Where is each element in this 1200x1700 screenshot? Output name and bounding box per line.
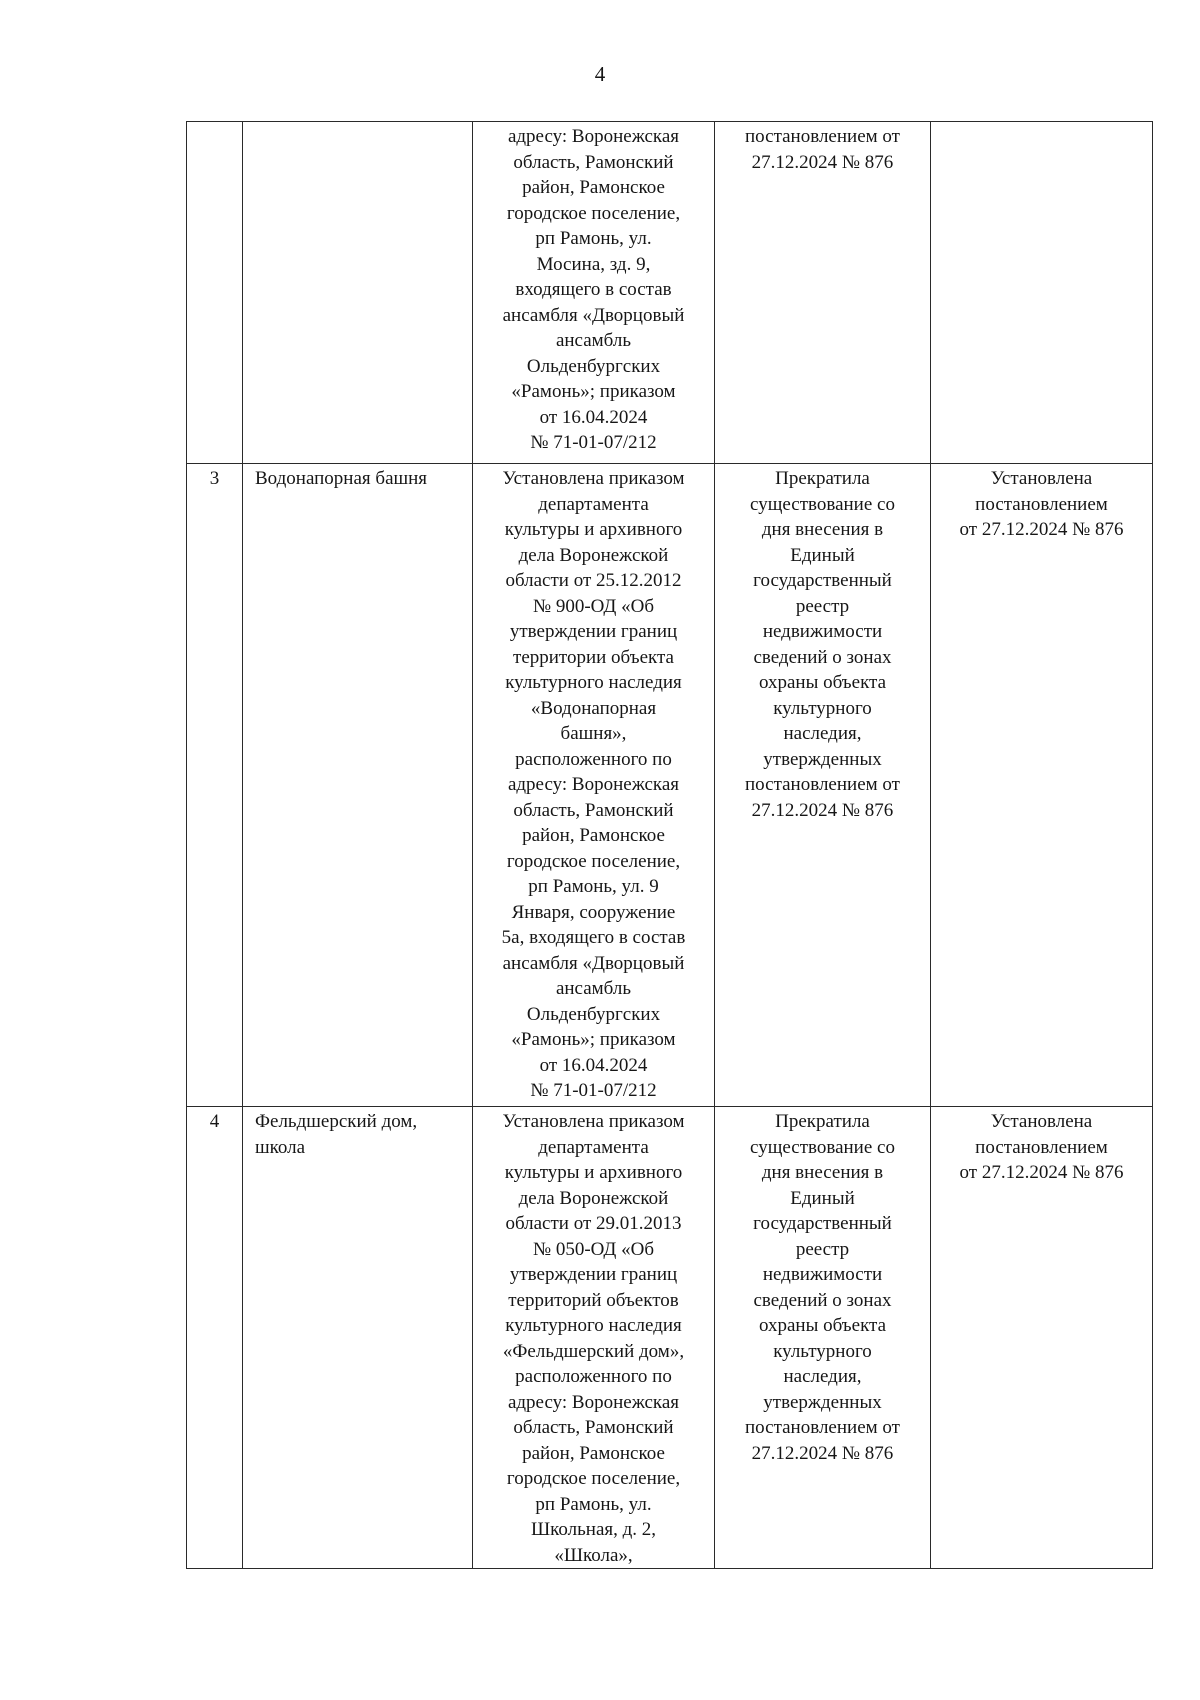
cell-text-line: наследия, bbox=[783, 1366, 862, 1387]
cell-text-line: реестр bbox=[795, 595, 850, 617]
basis-cell bbox=[473, 122, 715, 464]
cell-text-line: адресу: Воронежская bbox=[507, 1391, 680, 1413]
cell-text-line: 27.12.2024 № 876 bbox=[751, 1442, 894, 1464]
cell-text-line: ансамбль bbox=[555, 330, 632, 351]
cell-text-line: ансамбль bbox=[555, 978, 632, 999]
cell-text-line: «Школа», bbox=[554, 1544, 633, 1566]
cell-text-line: постановлением bbox=[975, 1136, 1108, 1158]
cell-text-line: 27.12.2024 № 876 bbox=[751, 799, 894, 821]
cell-text-line: постановлением bbox=[975, 493, 1108, 515]
heritage-zones-table bbox=[186, 121, 1153, 1569]
row-number-cell: 4 bbox=[187, 1107, 243, 1569]
cell-text-line: утвержденных bbox=[763, 1391, 882, 1413]
cell-text-line: области от 29.01.2013 bbox=[505, 1213, 682, 1234]
cell-text-line: Ольденбургских bbox=[526, 355, 661, 377]
cell-text-line: постановлением от bbox=[745, 774, 900, 795]
cell-text-line: дела Воронежской bbox=[518, 544, 669, 566]
cell-text-line: район, Рамонское bbox=[522, 1442, 665, 1464]
cell-text-line: городское поселение, bbox=[506, 850, 681, 872]
cell-text-line: район, Рамонское bbox=[522, 177, 665, 198]
cell-text-line: утвержденных bbox=[763, 748, 882, 770]
cell-text-line: недвижимости bbox=[762, 1264, 883, 1285]
cell-text-line: область, Рамонский bbox=[513, 799, 674, 821]
cell-text-line: от 16.04.2024 bbox=[539, 406, 648, 428]
cell-text-line: департамента bbox=[538, 493, 649, 515]
cell-text-line: Фельдшерский дом, bbox=[255, 1111, 418, 1132]
cell-text-line: Установлена bbox=[990, 468, 1093, 489]
object-name-cell bbox=[243, 122, 473, 464]
cell-text-line: департамента bbox=[538, 1136, 649, 1158]
cell-text-line: 27.12.2024 № 876 bbox=[751, 151, 894, 173]
status-cell bbox=[715, 1107, 931, 1569]
object-name-cell bbox=[243, 464, 473, 1107]
cell-text-line: дела Воронежской bbox=[518, 1187, 669, 1209]
cell-text-line: Прекратила bbox=[775, 1111, 870, 1132]
cell-text-line: охраны объекта bbox=[758, 672, 887, 693]
new-zone-cell bbox=[931, 1107, 1153, 1569]
cell-text-line: расположенного по bbox=[515, 1366, 672, 1387]
cell-text-line: дня внесения в bbox=[761, 519, 884, 540]
cell-text-line: № 900-ОД «Об bbox=[532, 595, 655, 617]
cell-text-line: государственный bbox=[753, 570, 892, 591]
cell-text-line: рп Рамонь, ул. bbox=[535, 228, 652, 249]
cell-text-line: от 27.12.2024 № 876 bbox=[959, 1162, 1124, 1183]
cell-text-line: постановлением от bbox=[745, 1417, 900, 1438]
status-cell bbox=[715, 122, 931, 464]
cell-text-line: «Водонапорная bbox=[530, 697, 657, 719]
cell-text-line: Ольденбургских bbox=[526, 1003, 661, 1025]
cell-text-line: недвижимости bbox=[762, 621, 883, 642]
cell-text-line: школа bbox=[255, 1136, 306, 1158]
cell-text-line: район, Рамонское bbox=[522, 825, 665, 846]
cell-text-line: область, Рамонский bbox=[513, 1417, 674, 1438]
cell-text-line: Установлена приказом bbox=[502, 1111, 685, 1132]
row-number-cell: 3 bbox=[187, 464, 243, 1107]
cell-text-line: башня», bbox=[560, 723, 627, 744]
cell-text-line: адресу: Воронежская bbox=[507, 126, 680, 147]
cell-text-line: рп Рамонь, ул. bbox=[535, 1493, 652, 1515]
cell-text-line: утверждении границ bbox=[509, 1264, 678, 1285]
cell-text-line: «Фельдшерский дом», bbox=[502, 1340, 685, 1362]
cell-text-line: адресу: Воронежская bbox=[507, 774, 680, 795]
cell-text-line: 5а, входящего в состав bbox=[501, 927, 686, 948]
cell-text-line: область, Рамонский bbox=[513, 151, 674, 173]
cell-text-line: Школьная, д. 2, bbox=[530, 1519, 657, 1540]
cell-text-line: Января, сооружение bbox=[511, 901, 676, 923]
table-row bbox=[187, 1107, 1153, 1569]
cell-text-line: № 71-01-07/212 bbox=[530, 432, 657, 453]
cell-text-line: территории объекта bbox=[513, 646, 674, 668]
cell-text-line: утверждении границ bbox=[509, 621, 678, 642]
cell-text-line: существование со bbox=[750, 1136, 895, 1158]
cell-text-line: «Рамонь»; приказом bbox=[511, 381, 676, 402]
new-zone-cell bbox=[931, 464, 1153, 1107]
cell-text-line: городское поселение, bbox=[506, 1468, 681, 1489]
cell-text-line: постановлением от bbox=[745, 126, 900, 147]
object-name-cell bbox=[243, 1107, 473, 1569]
new-zone-cell bbox=[931, 122, 1153, 464]
cell-text-line: Водонапорная башня bbox=[255, 468, 428, 489]
cell-text-line: «Рамонь»; приказом bbox=[511, 1029, 676, 1050]
cell-text-line: сведений о зонах bbox=[753, 1289, 892, 1311]
cell-text-line: рп Рамонь, ул. 9 bbox=[528, 876, 659, 897]
cell-text-line: сведений о зонах bbox=[753, 646, 892, 668]
cell-text-line: Единый bbox=[790, 544, 855, 566]
cell-text-line: от 16.04.2024 bbox=[539, 1054, 648, 1076]
cell-text-line: от 27.12.2024 № 876 bbox=[959, 519, 1124, 540]
cell-text-line: ансамбля «Дворцовый bbox=[502, 952, 685, 974]
cell-text-line: государственный bbox=[753, 1213, 892, 1234]
basis-cell bbox=[473, 1107, 715, 1569]
cell-text-line: расположенного по bbox=[515, 748, 672, 770]
cell-text-line: городское поселение, bbox=[506, 202, 681, 224]
cell-text-line: культуры и архивного bbox=[504, 519, 683, 540]
cell-text-line: наследия, bbox=[783, 723, 862, 744]
cell-text-line: территорий объектов bbox=[508, 1289, 679, 1311]
cell-text-line: культурного bbox=[773, 697, 872, 719]
cell-text-line: культурного bbox=[773, 1340, 872, 1362]
cell-text-line: области от 25.12.2012 bbox=[505, 570, 682, 591]
cell-text-line: ансамбля «Дворцовый bbox=[502, 304, 685, 326]
cell-text-line: реестр bbox=[795, 1238, 850, 1260]
cell-text-line: охраны объекта bbox=[758, 1315, 887, 1336]
cell-text-line: Установлена приказом bbox=[502, 468, 685, 489]
cell-text-line: культурного наследия bbox=[505, 1315, 682, 1336]
cell-text-line: Мосина, зд. 9, bbox=[536, 253, 651, 275]
page-number: 4 bbox=[594, 62, 606, 86]
cell-text-line: дня внесения в bbox=[761, 1162, 884, 1183]
cell-text-line: входящего в состав bbox=[515, 279, 672, 300]
cell-text-line: существование со bbox=[750, 493, 895, 515]
basis-cell bbox=[473, 464, 715, 1107]
row-number-cell bbox=[187, 122, 243, 464]
cell-text-line: Прекратила bbox=[775, 468, 870, 489]
cell-text-line: Единый bbox=[790, 1187, 855, 1209]
cell-text-line: культурного наследия bbox=[505, 672, 682, 693]
cell-text-line: Установлена bbox=[990, 1111, 1093, 1132]
table-row bbox=[187, 122, 1153, 464]
cell-text-line: культуры и архивного bbox=[504, 1162, 683, 1183]
cell-text-line: № 71-01-07/212 bbox=[530, 1080, 657, 1101]
status-cell bbox=[715, 464, 931, 1107]
table-row bbox=[187, 464, 1153, 1107]
cell-text-line: № 050-ОД «Об bbox=[532, 1238, 655, 1260]
